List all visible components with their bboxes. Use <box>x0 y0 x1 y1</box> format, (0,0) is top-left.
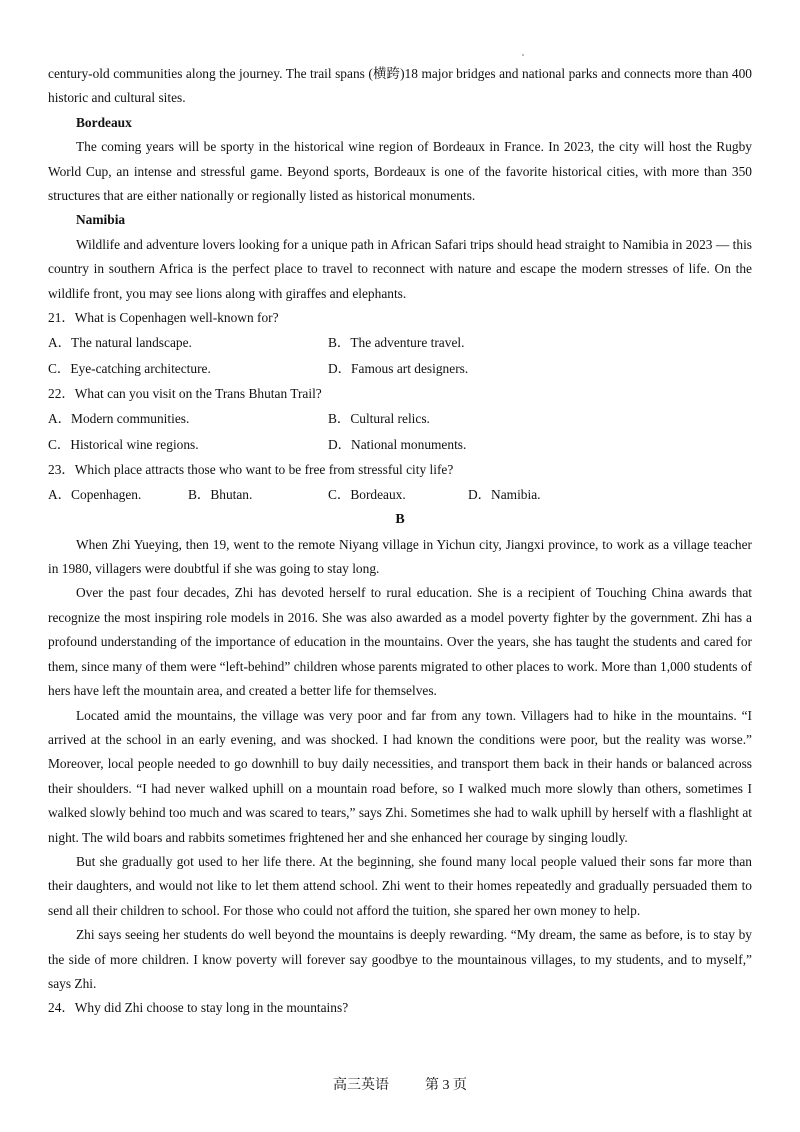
page-footer <box>0 1074 800 1094</box>
paragraph-namibia: Wildlife and adventure lovers looking for a unique path in African Safari trips should head straight to Namibia in 2023 — this country in southern Africa is the perfect place to travel to reconnect with nature and escape the modern stresses of life. On the wildlife front, you may see lions along with giraffes and elephants. <box>48 236 752 301</box>
question-22-stem: 22．What can you visit on the Trans Bhutan Trail? <box>48 386 322 402</box>
document-page <box>48 62 752 1021</box>
question-24-stem: 24．Why did Zhi choose to stay long in the mountains? <box>48 1000 349 1016</box>
q21-option-d: D．Famous art designers. <box>328 361 469 377</box>
q22-option-b: B．Cultural relics. <box>328 411 430 427</box>
paragraph-b-1: When Zhi Yueying, then 19, went to the remote Niyang village in Yichun city, Jiangxi province, to work as a village teacher in 1980, villagers were doubtful if she was going to stay long. <box>48 536 752 577</box>
q22-option-a: A．Modern communities. <box>48 411 190 427</box>
footer-page-number: 第 3 页 <box>425 1078 467 1093</box>
paragraph-b-3: Located amid the mountains, the village was very poor and far from any town. Villagers had to hike in the mountains. “I arrived at the school in an early evening, and was shocked. I had known the conditions were poor, but the reality was worse.” Moreover, local people needed to go downhill to buy daily necessities, and transport them back in their hands or balanced across their shoulders. “I had never walked uphill on a mountain road before, so I walked much more slowly than others, sometimes I walked slowly behind too much and was scared to tears,” says Zhi. Sometimes she had to walk uphill by herself with a flashlight at night. The wild boars and rabbits sometimes frightened her and she enhanced her courage by singing loudly. <box>48 707 752 845</box>
scan-speck <box>522 54 524 56</box>
paragraph-b-4: But she gradually got used to her life there. At the beginning, she found many local people valued their sons far more than their daughters, and would not like to let them attend school. Zhi went to their homes repeatedly and gradually persuaded them to send all their children to school. For those who could not afford the tuition, she spared her own money to help. <box>48 853 752 918</box>
q23-option-b: B．Bhutan. <box>188 487 253 503</box>
q23-option-d: D．Namibia. <box>468 487 541 503</box>
q21-option-b: B．The adventure travel. <box>328 335 465 351</box>
question-22-options-2 <box>48 432 752 458</box>
question-21-stem: 21．What is Copenhagen well-known for? <box>48 310 279 326</box>
section-b-title: B <box>395 512 405 528</box>
heading-bordeaux: Bordeaux <box>76 114 132 130</box>
paragraph-bordeaux: The coming years will be sporty in the historical wine region of Bordeaux in France. In 2023, the city will host the Rugby World Cup, an intense and stressful game. Beyond sports, Bordeaux is one of the favorite historical cities, with more than 350 structures that are either nationally or regionally listed as historical monuments. <box>48 139 752 204</box>
question-21-options <box>48 330 752 356</box>
q23-option-c: C．Bordeaux. <box>328 487 406 503</box>
footer-subject: 高三英语 <box>333 1078 389 1093</box>
q22-option-c: C．Historical wine regions. <box>48 437 199 453</box>
paragraph-b-5: Zhi says seeing her students do well beyond the mountains is deeply rewarding. “My dream, the same as before, is to stay by the side of more children. I know poverty will forever say goodbye to the mountainous villages, to my students, and to myself,” says Zhi. <box>48 927 752 991</box>
passage-a-continuation: century-old communities along the journey. The trail spans (横跨)18 major bridges and national parks and connects more than 400 historic and cultural sites. <box>48 66 752 106</box>
question-23-stem: 23．Which place attracts those who want to be free from stressful city life? <box>48 462 454 478</box>
question-23-options <box>48 482 752 508</box>
heading-namibia: Namibia <box>76 212 126 228</box>
q22-option-d: D．National monuments. <box>328 437 467 453</box>
question-21-options-2 <box>48 356 752 382</box>
q23-option-a: A．Copenhagen. <box>48 487 142 503</box>
paragraph-b-2: Over the past four decades, Zhi has devoted herself to rural education. She is a recipient of Touching China awards that recognize the most inspiring role models in 2016. She was also awarded as a model poverty fighter by the government. Zhi has a profound understanding of the importance of education in the mountains. Over the years, she has taught the students and cared for them, since many of them were “left-behind” children whose parents migrated to other places to work. More than 1,000 students of hers have left the mountain area, and created a better life for themselves. <box>48 585 752 699</box>
q21-option-c: C．Eye-catching architecture. <box>48 361 211 377</box>
question-22-options <box>48 406 752 432</box>
q21-option-a: A．The natural landscape. <box>48 335 192 351</box>
